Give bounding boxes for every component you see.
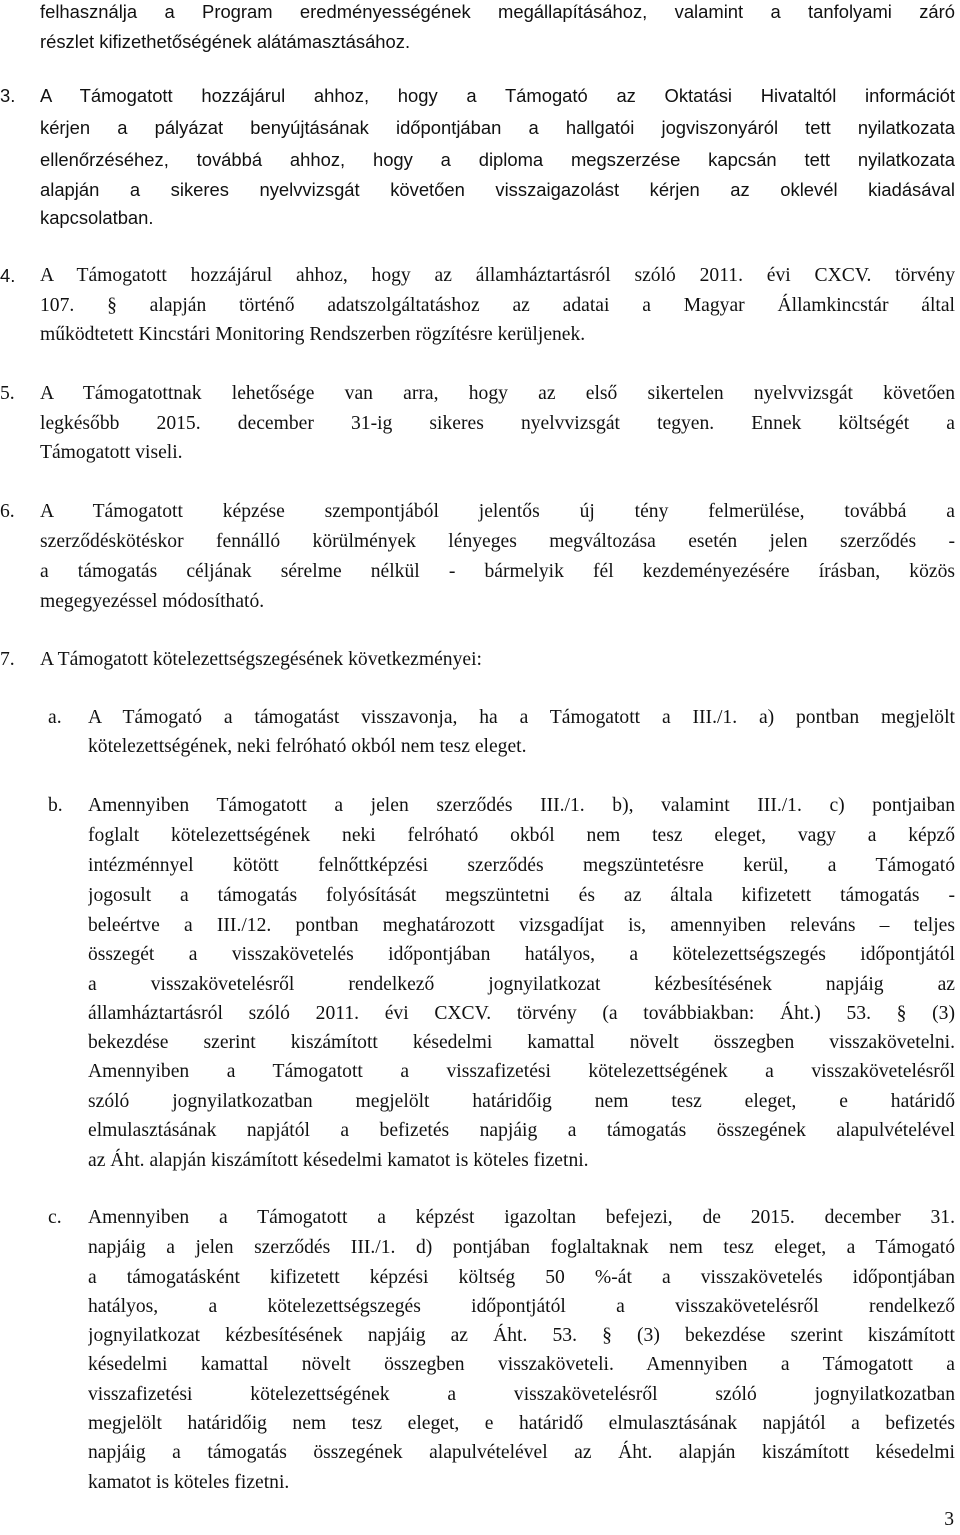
text-line: Támogatott viseli. (40, 442, 183, 463)
item-number: 4. (0, 265, 16, 286)
text-line: A Támogatott kötelezettségszegésének következményei: (40, 649, 482, 670)
text-line: napjáig a támogatás összegének alapulvételével az Áht. alapján kiszámított késedelmi (88, 1442, 955, 1463)
text-line: jogosult a támogatás folyósítását megszüntetni és az általa kifizetett támogatás - (88, 885, 955, 906)
text-line: Amennyiben Támogatott a jelen szerződés III./1. b), valamint III./1. c) pontjaiban (88, 795, 955, 816)
text-line: legkésőbb 2015. december 31-ig sikeres nyelvvizsgát tegyen. Ennek költségét a (40, 413, 955, 434)
text-line: kérjen a pályázat benyújtásának időpontjában a hallgatói jogviszonyáról tett nyilatkozata (40, 117, 955, 138)
text-line: Amennyiben a Támogatott a visszafizetési kötelezettségének a visszakövetelésről (88, 1061, 955, 1082)
text-line: a visszakövetelésről rendelkező jognyilatkozat kézbesítésének napjáig az (88, 974, 955, 995)
text-line: kötelezettségének, neki felróható okból nem tesz eleget. (88, 736, 527, 757)
text-line: beleértve a III./12. pontban meghatározott vizsgadíjat is, amennyiben releváns – teljes (88, 915, 955, 936)
item-number: 5. (0, 383, 15, 404)
text-line: kapcsolatban. (40, 207, 154, 228)
text-line: működtetett Kincstári Monitoring Rendszerben rögzítésre kerüljenek. (40, 324, 586, 345)
subitem-letter: c. (48, 1207, 62, 1228)
text-line: A Támogató a támogatást visszavonja, ha a Támogatott a III./1. a) pontban megjelölt (88, 707, 955, 728)
subitem-letter: b. (48, 795, 63, 816)
item-number: 7. (0, 649, 15, 670)
text-line: a támogatás céljának sérelme nélkül - bármelyik fél kezdeményezésére írásban, közös (40, 561, 955, 582)
text-line: az Áht. alapján kiszámított késedelmi kamatot is köteles fizetni. (88, 1150, 589, 1171)
text-line: részlet kifizethetőségének alátámasztásához. (40, 31, 411, 52)
text-line: 107. § alapján történő adatszolgáltatáshoz az adatai a Magyar Államkincstár által (40, 295, 955, 316)
text-line: hatályos, a kötelezettségszegés időpontjától a visszakövetelésről rendelkező (88, 1296, 955, 1317)
text-line: A Támogatott képzése szempontjából jelentős új tény felmerülése, továbbá a (40, 501, 955, 522)
text-line: elmulasztásának napjától a befizetés napjáig a támogatás összegének alapulvételével (88, 1120, 955, 1141)
text-line: megjelölt határidőig nem tesz eleget, e határidő elmulasztásának napjától a befizetés (88, 1413, 955, 1434)
text-line: késedelmi kamattal növelt összegben visszaköveteli. Amennyiben a Támogatott a (88, 1354, 955, 1375)
text-line: Amennyiben a Támogatott a képzést igazoltan befejezi, de 2015. december 31. (88, 1207, 955, 1228)
text-line: visszafizetési kötelezettségének a visszakövetelésről szóló jognyilatkozatban (88, 1384, 955, 1405)
text-line: A Támogatott hozzájárul ahhoz, hogy az államháztartásról szóló 2011. évi CXCV. törvény (40, 265, 955, 286)
text-line: alapján a sikeres nyelvvizsgát követően visszaigazolást kérjen az oklevél kiadásával (40, 179, 955, 200)
text-line: bekezdése szerint kiszámított késedelmi kamattal növelt összegben visszakövetelni. (88, 1032, 955, 1053)
item-number: 6. (0, 501, 15, 522)
text-line: jognyilatkozat kézbesítésének napjáig az Áht. 53. § (3) bekezdése szerint kiszámított (88, 1325, 955, 1346)
text-line: foglalt kötelezettségének neki felróható okból nem tesz eleget, vagy a képző (88, 825, 955, 846)
text-line: kamatot is köteles fizetni. (88, 1472, 290, 1493)
text-line: szerződéskötéskor fennálló körülmények lényeges megváltozása esetén jelen szerződés - (40, 531, 955, 552)
text-line: megegyezéssel módosítható. (40, 591, 265, 612)
text-line: államháztartásról szóló 2011. évi CXCV. törvény (a továbbiakban: Áht.) 53. § (3) (88, 1003, 955, 1024)
text-line: napjáig a jelen szerződés III./1. d) pontjában foglaltaknak nem tesz eleget, a Támogató (88, 1237, 955, 1258)
text-line: ellenőrzéséhez, továbbá ahhoz, hogy a diploma megszerzése kapcsán tett nyilatkozata (40, 149, 955, 170)
page-number: 3 (944, 1509, 954, 1530)
text-line: összegét a visszakövetelés időpontjában hatályos, a kötelezettségszegés időpontjától (88, 944, 955, 965)
item-number: 3. (0, 85, 16, 106)
text-line: szóló jognyilatkozatban megjelölt határidőig nem tesz eleget, e határidő (88, 1091, 955, 1112)
text-line: felhasználja a Program eredményességének megállapításához, valamint a tanfolyami záró (40, 1, 955, 22)
text-line: intézménnyel kötött felnőttképzési szerződés megszüntetésre kerül, a Támogató (88, 855, 955, 876)
subitem-letter: a. (48, 707, 62, 728)
text-line: a támogatásként kifizetett képzési költség 50 %-át a visszakövetelés időpontjában (88, 1267, 955, 1288)
text-line: A Támogatottnak lehetősége van arra, hogy az első sikertelen nyelvvizsgát követően (40, 383, 955, 404)
text-line: A Támogatott hozzájárul ahhoz, hogy a Támogató az Oktatási Hivataltól információt (40, 85, 955, 106)
